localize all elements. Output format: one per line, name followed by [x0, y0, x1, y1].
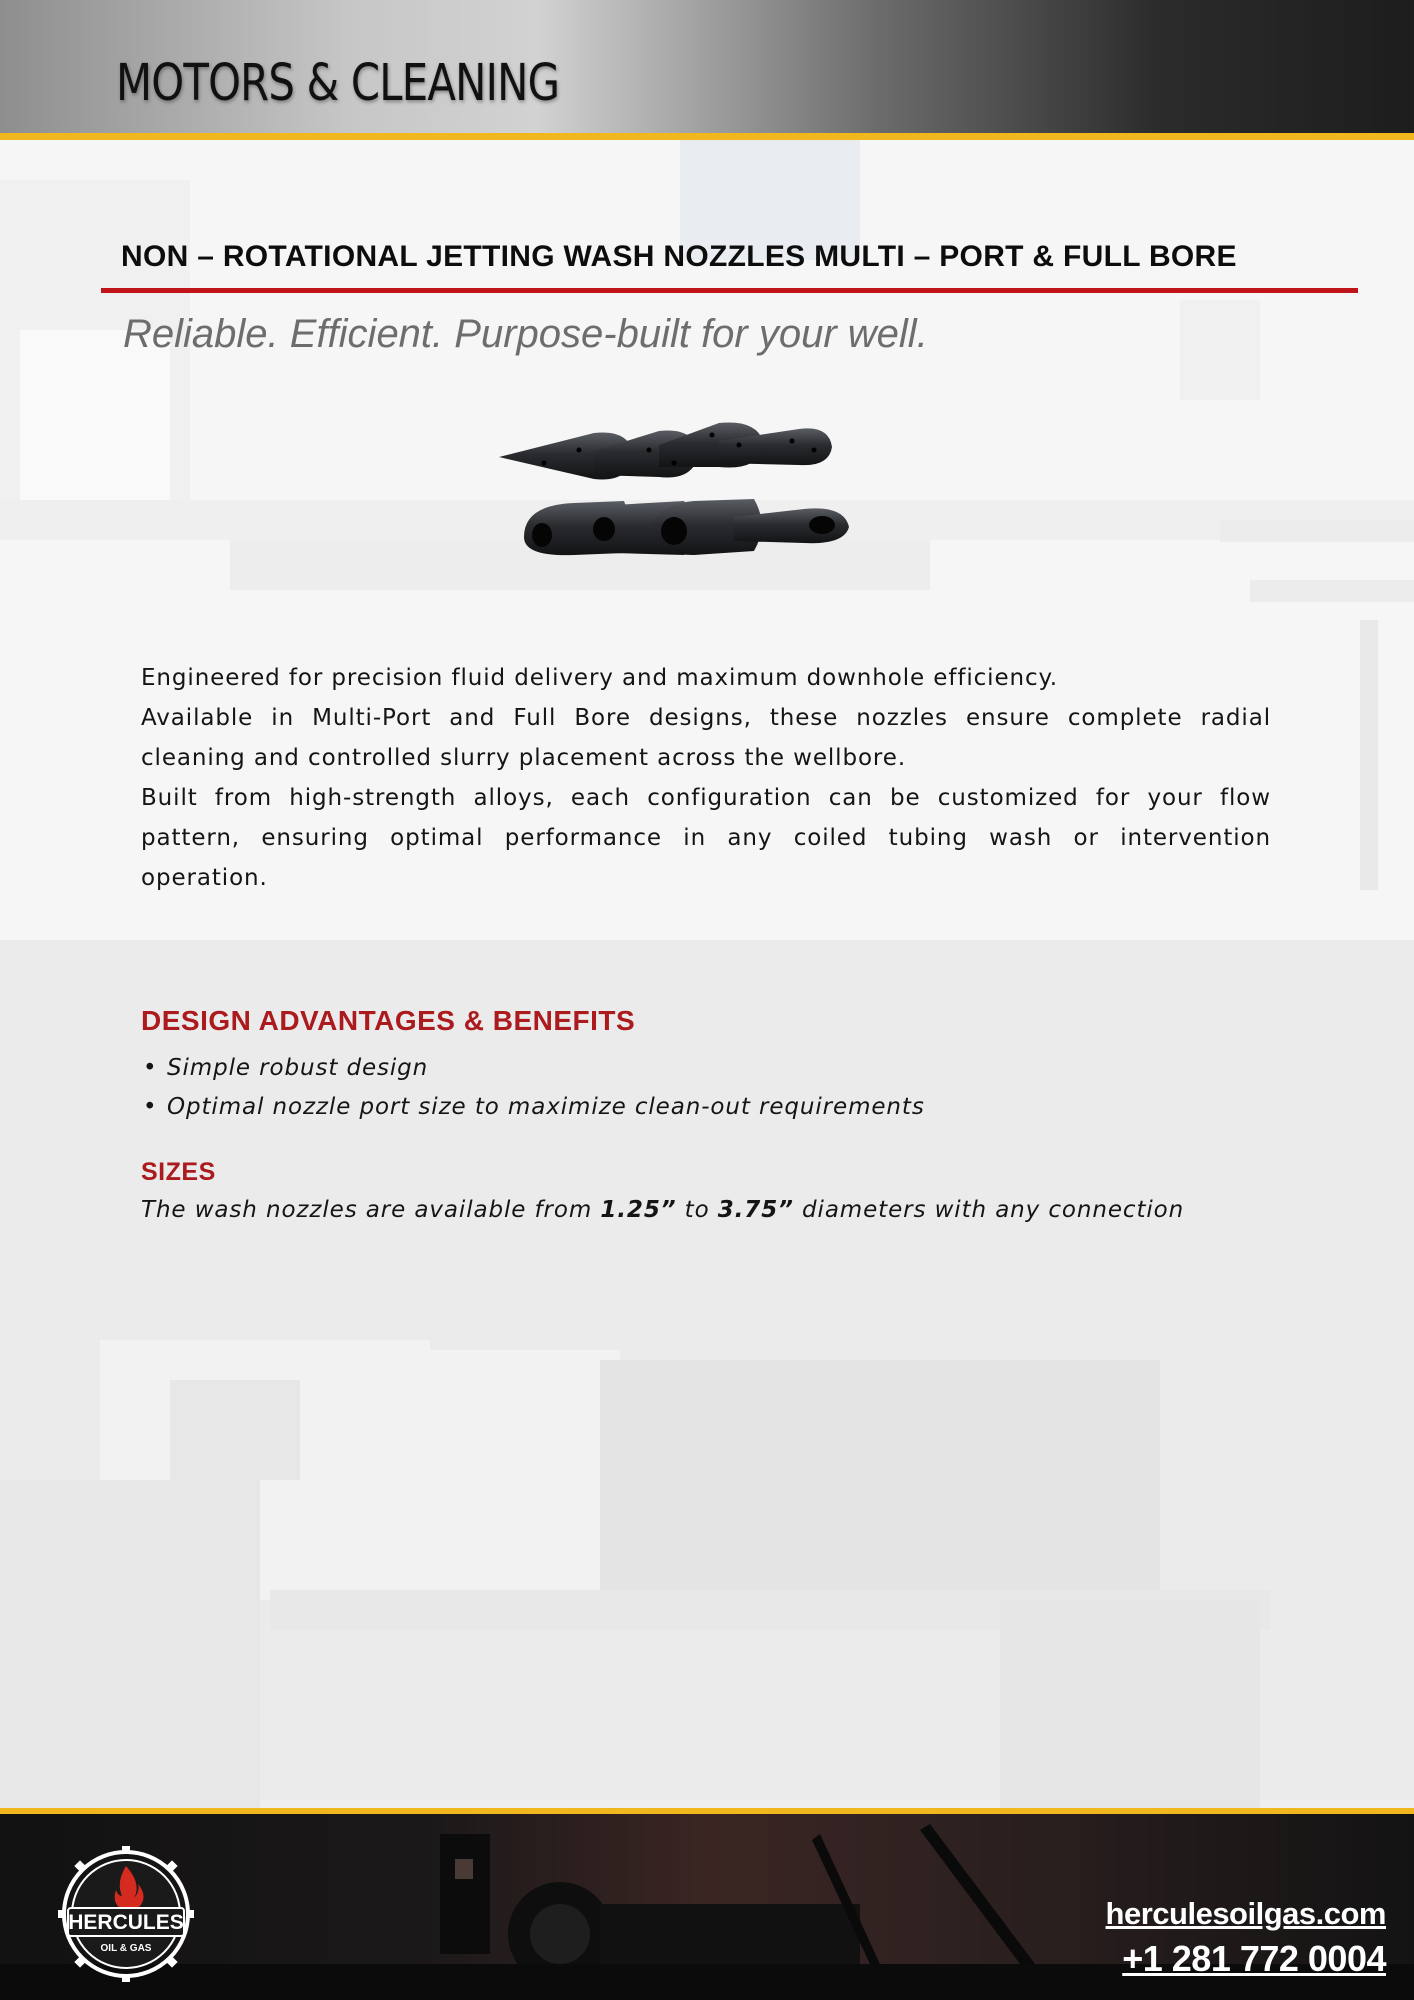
description-paragraph: Available in Multi-Port and Full Bore designs, these nozzles ensure complete radial cleaning and controlled slurry placement across the wellbore.	[141, 705, 1271, 771]
logo-subtitle: OIL & GAS	[100, 1943, 152, 1954]
product-title: NON – ROTATIONAL JETTING WASH NOZZLES MULTI – PORT & FULL BORE	[121, 240, 1237, 273]
list-item	[141, 1088, 925, 1127]
sizes-text-middle: to	[676, 1197, 718, 1223]
title-divider	[101, 288, 1358, 293]
description-paragraph: Engineered for precision fluid delivery and maximum downhole efficiency.	[141, 665, 1058, 691]
size-min: 1.25”	[600, 1197, 677, 1223]
product-description	[141, 658, 1271, 898]
advantage-text: Optimal nozzle port size to maximize clean-out requirements	[167, 1094, 925, 1120]
advantage-text: Simple robust design	[167, 1055, 429, 1081]
page-header	[0, 0, 1414, 140]
website-link[interactable]: herculesoilgas.com	[1105, 1896, 1386, 1931]
advantages-heading: DESIGN ADVANTAGES & BENEFITS	[141, 1005, 636, 1036]
product-tagline: Reliable. Efficient. Purpose-built for your well.	[123, 312, 928, 356]
hercules-logo	[56, 1844, 196, 1984]
advantages-list	[141, 1049, 925, 1127]
phone-link[interactable]: +1 281 772 0004	[1122, 1938, 1386, 1979]
bullet-icon: •	[143, 1094, 158, 1120]
sizes-text-after: diameters with any connection	[793, 1197, 1185, 1223]
size-max: 3.75”	[717, 1197, 794, 1223]
description-paragraph: Built from high-strength alloys, each configuration can be customized for your flow pattern, ensuring optimal performance in any coiled tubing wash or intervention operation.	[141, 785, 1271, 891]
section-title: MOTORS & CLEANING	[116, 54, 560, 113]
page-footer	[0, 1808, 1414, 2000]
list-item	[141, 1049, 925, 1088]
logo-wordmark: HERCULES	[68, 1911, 184, 1934]
sizes-heading: SIZES	[141, 1158, 216, 1186]
sizes-text	[141, 1197, 1184, 1223]
sizes-text-before: The wash nozzles are available from	[141, 1197, 601, 1223]
wash-nozzles-image	[484, 405, 984, 595]
bullet-icon: •	[143, 1055, 158, 1081]
